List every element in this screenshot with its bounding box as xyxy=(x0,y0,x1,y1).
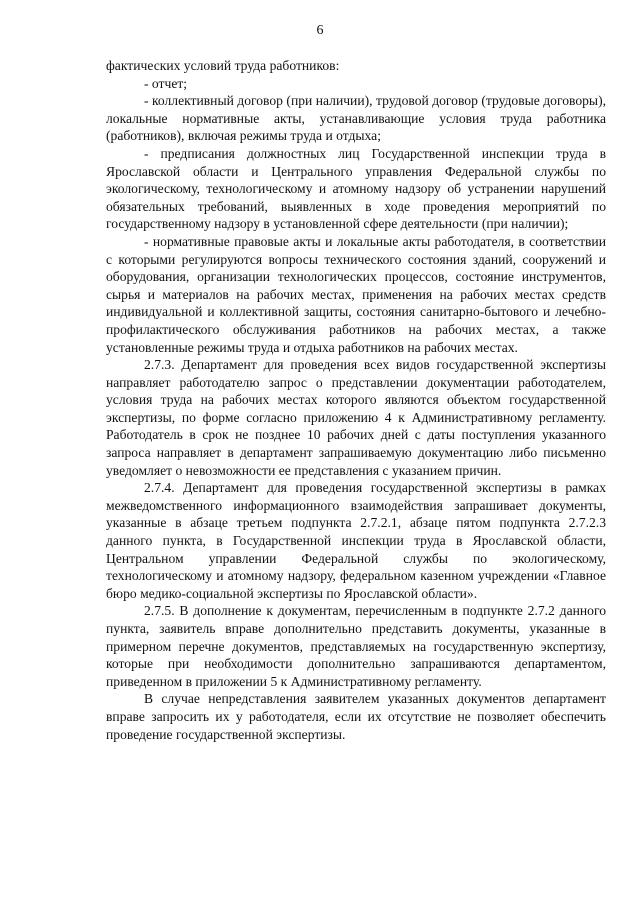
paragraph: 2.7.5. В дополнение к документам, перечисленным в подпункте 2.7.2 данного пункта, заявитель вправе дополнительно представить документы, указанные в примерном перечне документов, представляемых на государственную экспертизу, которые при необходимости дополнительно запрашиваются департаментом, приведенном в приложении 5 к Административному регламенту. xyxy=(106,603,606,689)
page-number: 6 xyxy=(316,23,324,38)
paragraph: - нормативные правовые акты и локальные акты работодателя, в соответствии с которыми регулируются вопросы технического состояния зданий, сооружений и оборудования, организации технологических процессов, состояние инструментов, сырья и материалов на рабочих местах, применения на рабочих местах средств индивидуальной и коллективной защиты, состояния санитарно-бытового и лечебно-профилактического обслуживания работников на рабочих местах, а также установленные режимы труда и отдыха работников на рабочих местах. xyxy=(106,233,606,355)
paragraph: 2.7.3. Департамент для проведения всех видов государственной экспертизы направляет работодателю запрос о представлении документации работодателем, условия труда на рабочих местах которого являются объектом государственной экспертизы, по форме согласно приложению 4 к Административному регламенту. Работодатель в срок не позднее 10 рабочих дней с даты поступления указанного запроса направляет в департамент запрашиваемую документацию либо письменно уведомляет о невозможности ее представления с указанием причин. xyxy=(106,357,606,478)
paragraph: В случае непредставления заявителем указанных документов департамент вправе запросить их у работодателя, если их отсутствие не позволяет обеспечить проведение государственной экспертизы. xyxy=(106,691,606,742)
paragraph: 2.7.4. Департамент для проведения государственной экспертизы в рамках межведомственного информационного взаимодействия запрашивает документы, указанные в абзаце третьем подпункта 2.7.2.1, абзаце пятом подпункта 2.7.2.3 данного пункта, в Государственной инспекции труда в Ярославской области, Центральном управлении Федеральной службы по экологическому, технологическому и атомному надзору, федеральном казенном учреждении «Главное бюро медико-социальной экспертизы по Ярославской области». xyxy=(106,480,606,601)
document-body xyxy=(106,57,606,743)
paragraph: - отчет; xyxy=(144,75,188,91)
paragraph: - предписания должностных лиц Государственной инспекции труда в Ярославской области и Центрального управления Федеральной службы по экологическому, технологическому и атомному надзору об устранении нарушений обязательных требований, выявленных в ходе проведения мероприятий по государственному надзору в установленной сфере деятельности (при наличии); xyxy=(106,145,606,232)
paragraph: - коллективный договор (при наличии), трудовой договор (трудовые договоры), локальные нормативные акты, устанавливающие условия труда работника (работников), включая режимы труда и отдыха; xyxy=(106,93,606,144)
paragraph: фактических условий труда работников: xyxy=(106,58,340,73)
